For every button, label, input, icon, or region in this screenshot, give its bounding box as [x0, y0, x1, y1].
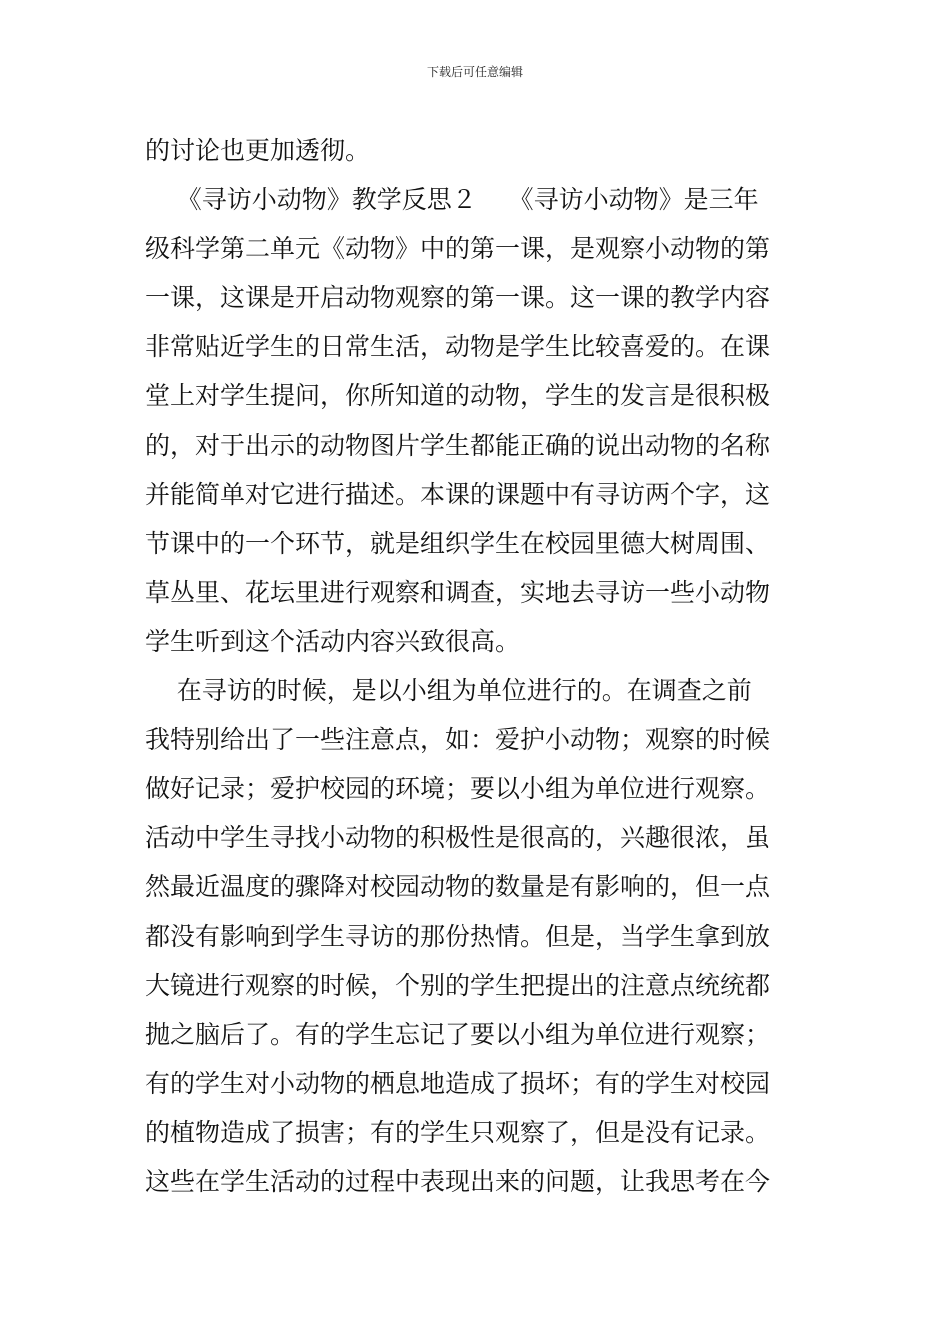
- text-line: 我特别给出了一些注意点，如：爱护小动物；观察的时候: [145, 725, 771, 755]
- text-line: 堂上对学生提问，你所知道的动物，学生的发言是很积极: [145, 381, 771, 411]
- text-line: 在寻访的时候，是以小组为单位进行的。在调查之前: [145, 676, 752, 706]
- text-line: 《寻访小动物》教学反思２ 《寻访小动物》是三年: [145, 185, 759, 215]
- text-line: 活动中学生寻找小动物的积极性是很高的，兴趣很浓，虽: [145, 823, 771, 853]
- text-line: 的植物造成了损害；有的学生只观察了，但是没有记录。: [145, 1117, 771, 1147]
- text-line: 非常贴近学生的日常生活，动物是学生比较喜爱的。在课: [145, 332, 771, 362]
- text-line: 草丛里、花坛里进行观察和调查，实地去寻访一些小动物: [145, 577, 771, 607]
- text-line: 做好记录；爱护校园的环境；要以小组为单位进行观察。: [145, 774, 771, 804]
- body-text: [145, 126, 807, 1206]
- text-line: 一课，这课是开启动物观察的第一课。这一课的教学内容: [145, 283, 771, 313]
- text-line: 然最近温度的骤降对校园动物的数量是有影响的，但一点: [145, 872, 771, 902]
- text-line: 大镜进行观察的时候，个别的学生把提出的注意点统统都: [145, 970, 771, 1000]
- text-line: 并能简单对它进行描述。本课的课题中有寻访两个字，这: [145, 479, 771, 509]
- text-line: 级科学第二单元《动物》中的第一课，是观察小动物的第: [145, 234, 771, 264]
- text-line: 学生听到这个活动内容兴致很高。: [145, 626, 521, 656]
- text-line: 有的学生对小动物的栖息地造成了损坏；有的学生对校园: [145, 1068, 771, 1098]
- text-line: 抛之脑后了。有的学生忘记了要以小组为单位进行观察；: [145, 1019, 771, 1049]
- text-line: 都没有影响到学生寻访的那份热情。但是，当学生拿到放: [145, 921, 771, 951]
- text-line: 的讨论也更加透彻。: [145, 136, 371, 165]
- text-line: 的，对于出示的动物图片学生都能正确的说出动物的名称: [145, 430, 771, 460]
- text-line: 节课中的一个环节，就是组织学生在校园里德大树周围、: [145, 528, 771, 558]
- text-line: 这些在学生活动的过程中表现出来的问题，让我思考在今: [145, 1166, 771, 1196]
- page-header: 下载后可任意编辑: [426, 65, 523, 79]
